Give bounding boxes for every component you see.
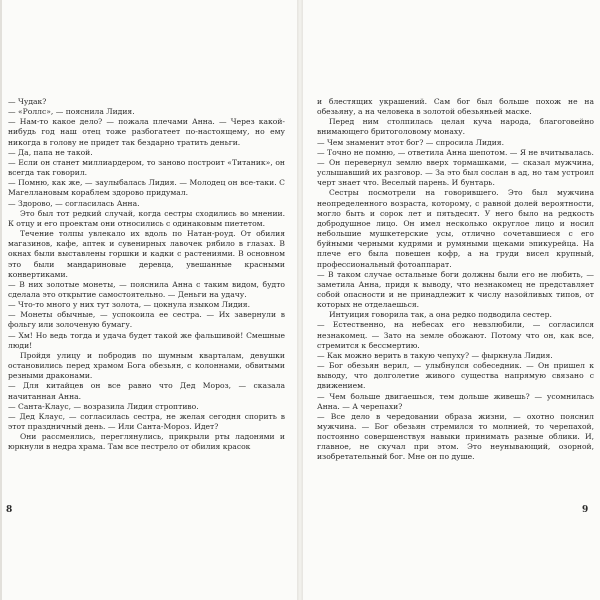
paragraph: — Монеты обычные, — успокоила ее сестра. — Их завернули в фольгу или золоченую бумагу.	[8, 310, 285, 330]
paragraph: Пройдя улицу и побродив по шумным кварталам, девушки остановились перед храмом Бога обезьян, с колоннами, обвитыми резными драконами.	[8, 350, 285, 381]
paragraph: — Чудак?	[8, 97, 47, 106]
paragraph: — Бог обезьян верил, — улыбнулся собеседник. — Он пришел к выводу, что долголетие живого существа напрямую связано с движением.	[317, 361, 594, 391]
paragraph: — Помню, как же, — заулыбалась Лидия. — Молодец он все-таки. С Магеллановым кораблем здорово придумал.	[8, 178, 285, 198]
left-text-column	[8, 97, 285, 452]
paragraph: — Что-то много у них тут золота, — цокнула языком Лидия.	[8, 300, 251, 310]
page-number-right: 9	[582, 505, 589, 515]
paragraph: — «Роллс», — пояснила Лидия.	[8, 107, 135, 117]
paragraph: Перед ним столпилась целая куча народа, благоговейно внимающего бритоголовому монаху.	[317, 117, 594, 137]
right-page	[303, 0, 600, 600]
paragraph: — Дед Клаус, — согласилась сестра, не желая сегодня спорить в этот праздничный день. — Или Санта-Мороз. Идет?	[8, 411, 285, 431]
paragraph: Они рассмеялись, переглянулись, прикрыли рты ладонями и юркнули в недра храма. Там все пестрело от обилия красок	[8, 432, 285, 452]
paragraph: — Точно не помню, — ответила Анна шепотом. — Я не вчитывалась.	[317, 147, 594, 157]
paragraph: — Нам-то какое дело? — пожала плечами Анна. — Через какой-нибудь год наш отец тоже разбогатеет по-настоящему, но ему никогда в голову не придет так бездарно тратить деньги.	[8, 117, 285, 147]
paragraph: — Чем знаменит этот бог? — спросила Лидия.	[317, 137, 504, 147]
paragraph: — Все дело в чередовании образа жизни, — охотно пояснил мужчина. — Бог обезьян стремился то молнией, то черепахой, постоянно совершенствуя навыки принимать разные облики. И, главное, не скучал при этом. Это неунывающий, озорной, изобретательный бог. Мне он по душе.	[317, 411, 594, 462]
paragraph: — Как можно верить в такую чепуху? — фыркнула Лидия.	[317, 350, 553, 360]
paragraph: — Если он станет миллиардером, то заново построит «Титаник», он всегда так говорил.	[8, 157, 285, 178]
paragraph: — Да, папа не такой.	[8, 147, 93, 157]
paragraph: — Хм! Но ведь тогда и удача будет такой же фальшивой! Смешные люди!	[8, 330, 285, 350]
right-text-column	[317, 97, 594, 463]
paragraph: Течение толпы увлекало их вдоль по Натан-роуд. От обилия магазинов, кафе, аптек и сувенирных лавочек рябило в глазах. В окнах были выставлены горшки и кадки с растениями. В основном это были мандариновые деревца, увешанные красными конвертиками.	[8, 229, 285, 279]
paragraph: Интуиция говорила так, а она редко подводила сестер.	[329, 310, 552, 320]
paragraph: Сестры посмотрели на говорившего. Это был мужчина неопределенного возраста, которому, с равной долей вероятности, могло быть и сорок лет и пятьдесят. У него было на редкость добродушное лицо. Он имел несколько округлое лицо и носил небольшие мушкетерские усы, отлично сочетавшиеся с его буйными черными кудрями и румяными щеками эпикурейца. На плече его была повешен кофр, а на груди висел крупный, профессиональный фотоаппарат.	[317, 188, 594, 269]
paragraph: — Естественно, на небесах его невзлюбили, — согласился незнакомец. — Зато на земле обожают. Потому что он, как все, стремится к бессмертию.	[317, 320, 594, 350]
left-page	[0, 0, 297, 600]
paragraph: — Санта-Клаус, — возразила Лидия строптиво.	[8, 401, 199, 411]
page-number-left: 8	[6, 505, 13, 515]
paragraph: — В таком случае остальные боги должны были его не любить, — заметила Анна, придя к выводу, что незнакомец не представляет собой опасности и не принадлежит к числу назойливых типов, от которых не отделаешься.	[317, 269, 594, 310]
paragraph: — В них золотые монеты, — пояснила Анна с таким видом, будто сделала это открытие самостоятельно. — Деньги на удачу.	[8, 279, 285, 299]
paragraph: Это был тот редкий случай, когда сестры сходились во мнении. К отцу и его проектам они относились с одинаковым пиететом.	[8, 208, 285, 228]
paragraph: и блестящих украшений. Сам бог был больше похож не на обезьяну, а на человека в золотой обезьяньей маске.	[317, 97, 594, 117]
paragraph: — Здорово, — согласилась Анна.	[8, 198, 140, 208]
paragraph: — Чем больше двигаешься, тем дольше живешь? — усомнилась Анна. — А черепахи?	[317, 391, 594, 411]
paragraph: — Он перевернул землю вверх тормашками, — сказал мужчина, услышавший их разговор. — За это был сослан в ад, но там устроил черт знает что. Веселый парень. И бунтарь.	[317, 157, 594, 188]
page-edge	[0, 0, 2, 600]
paragraph: — Для китайцев он все равно что Дед Мороз, — сказала начитанная Анна.	[8, 381, 285, 401]
